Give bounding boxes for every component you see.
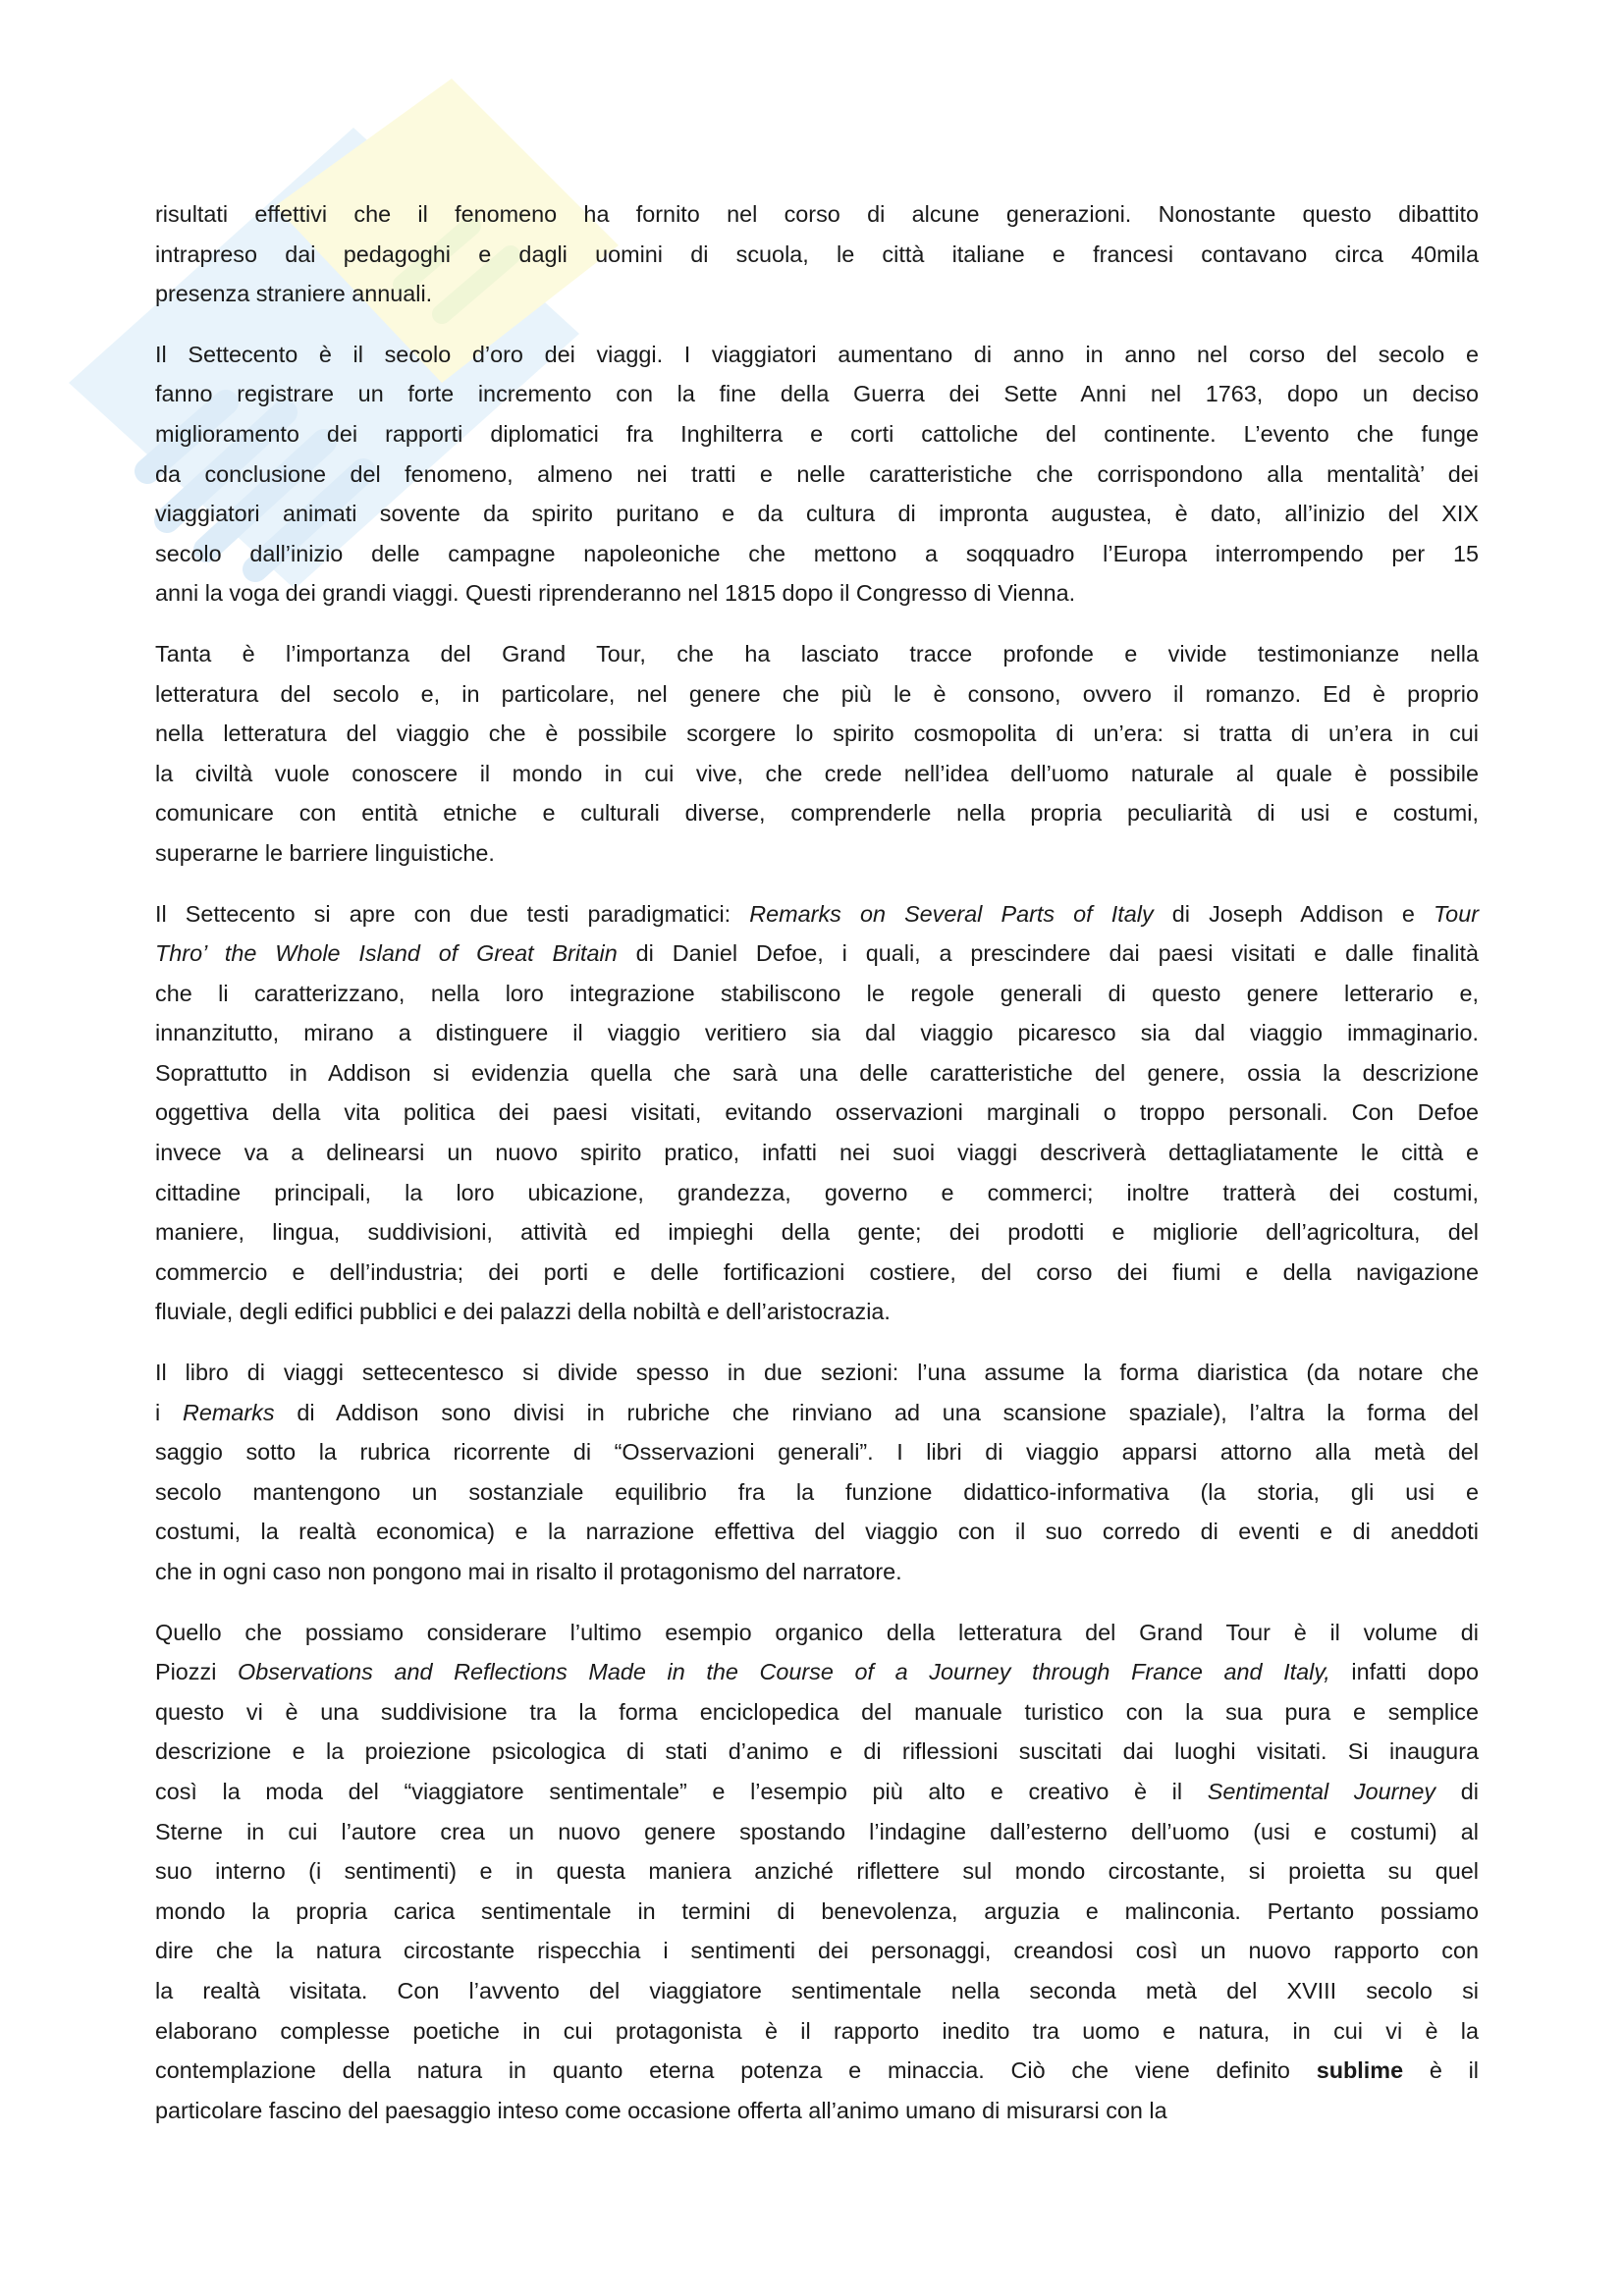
text-line xyxy=(155,1292,1479,1332)
text-line xyxy=(155,714,1479,754)
text-line xyxy=(155,1892,1479,1932)
text-segment: cittadine principali, la loro ubicazione, grandezza, governo e commerci; inoltre tratterà dei costumi, xyxy=(155,1179,1479,1205)
text-segment: Il Settecento è il secolo d’oro dei viaggi. I viaggiatori aumentano di anno in anno nel corso del secolo e xyxy=(155,341,1479,367)
text-segment: Il libro di viaggi settecentesco si divide spesso in due sezioni: l’una assume la forma diaristica (da notare che xyxy=(155,1360,1479,1386)
text-segment: letteratura del secolo e, in particolare, nel genere che più le è consono, ovvero il romanzo. Ed è proprio xyxy=(155,680,1479,707)
text-segment: saggio sotto la rubrica ricorrente di “Osservazioni generali”. I libri di viaggio apparsi attorno alla metà del xyxy=(155,1439,1479,1466)
text-segment: Quello che possiamo considerare l’ultimo esempio organico della letteratura del Grand Tour è il volume di xyxy=(155,1619,1479,1645)
text-segment: questo vi è una suddivisione tra la forma enciclopedica del manuale turistico con la sua pura e semplice xyxy=(155,1698,1479,1725)
paragraph xyxy=(155,1613,1479,2131)
text-segment: risultati effettivi che il fenomeno ha fornito nel corso di alcune generazioni. Nonostante questo dibattito xyxy=(155,201,1479,227)
italic-title: Tour xyxy=(1434,900,1479,927)
text-line xyxy=(155,414,1479,454)
italic-title: Sentimental Journey xyxy=(1207,1778,1436,1804)
text-line xyxy=(155,1393,1479,1433)
text-line xyxy=(155,1732,1479,1772)
paragraph xyxy=(155,335,1479,614)
text-segment: così la moda del “viaggiatore sentimentale” e l’esempio più alto e creativo è il xyxy=(155,1778,1208,1804)
text-segment: che li caratterizzano, nella loro integrazione stabiliscono le regole generali di questo genere letterario e, xyxy=(155,980,1479,1006)
paragraph xyxy=(155,1353,1479,1592)
text-segment: che in ogni caso non pongono mai in risalto il protagonismo del narratore. xyxy=(155,1559,902,1584)
italic-title: Remarks on Several Parts of Italy xyxy=(749,900,1154,927)
text-segment: Sterne in cui l’autore crea un nuovo genere spostando l’indagine dall’esterno dell’uomo (usi e costumi) al xyxy=(155,1818,1479,1844)
text-segment: intrapreso dai pedagoghi e dagli uomini di scuola, le città italiane e francesi contavano circa 40mila xyxy=(155,240,1479,267)
italic-title: Thro’ the Whole Island of Great Britain xyxy=(155,940,618,967)
italic-title: Observations and Reflections Made in the Course of a Journey through France and Italy, xyxy=(238,1659,1330,1685)
bold-term: sublime xyxy=(1316,2057,1404,2084)
text-line xyxy=(155,1013,1479,1053)
text-line xyxy=(155,274,1479,314)
text-line xyxy=(155,1772,1479,1812)
text-segment: superarne le barriere linguistiche. xyxy=(155,839,495,866)
text-segment: elaborano complesse poetiche in cui protagonista è il rapporto inedito tra uomo e natura, in cui vi è la xyxy=(155,2017,1479,2044)
paragraph xyxy=(155,194,1479,314)
text-segment: suo interno (i sentimenti) e in questa maniera anziché riflettere sul mondo circostante, si proietta su quel xyxy=(155,1858,1479,1885)
text-line xyxy=(155,974,1479,1014)
text-segment: Piozzi xyxy=(155,1659,239,1685)
text-line xyxy=(155,1133,1479,1173)
text-segment: i xyxy=(155,1399,183,1425)
text-segment: mondo la propria carica sentimentale in termini di benevolenza, arguzia e malinconia. Pertanto possiamo xyxy=(155,1897,1479,1924)
text-line xyxy=(155,934,1479,974)
document-body xyxy=(155,194,1479,2151)
paragraph xyxy=(155,634,1479,874)
text-segment: anni la voga dei grandi viaggi. Questi riprenderanno nel 1815 dopo il Congresso di Vienna. xyxy=(155,580,1076,607)
text-line xyxy=(155,1971,1479,2011)
text-segment: infatti dopo xyxy=(1329,1659,1479,1685)
text-line xyxy=(155,1253,1479,1293)
text-segment: secolo mantengono un sostanziale equilibrio fra la funzione didattico-informativa (la storia, gli usi e xyxy=(155,1478,1479,1505)
text-line xyxy=(155,1613,1479,1653)
text-line xyxy=(155,1053,1479,1094)
text-segment: Tanta è l’importanza del Grand Tour, che ha lasciato tracce profonde e vivide testimonianze nella xyxy=(155,640,1479,667)
text-line xyxy=(155,1353,1479,1393)
text-segment: nella letteratura del viaggio che è possibile scorgere lo spirito cosmopolita di un’era: si tratta di un’era in cui xyxy=(155,721,1479,747)
text-line xyxy=(155,2011,1479,2052)
text-line xyxy=(155,674,1479,715)
text-segment: maniere, lingua, suddivisioni, attività ed impieghi della gente; dei prodotti e migliorie dell’agricoltura, del xyxy=(155,1219,1479,1246)
text-segment: Soprattutto in Addison si evidenzia quella che sarà una delle caratteristiche del genere, ossia la descrizione xyxy=(155,1059,1479,1086)
text-line xyxy=(155,235,1479,275)
text-line xyxy=(155,1552,1479,1592)
text-segment: oggettiva della vita politica dei paesi visitati, evitando osservazioni marginali o troppo personali. Con Defoe xyxy=(155,1099,1479,1126)
text-segment: di Joseph Addison e xyxy=(1153,900,1435,927)
text-segment: di Daniel Defoe, i quali, a prescindere dai paesi visitati e dalle finalità xyxy=(617,940,1479,967)
text-segment: secolo dall’inizio delle campagne napoleoniche che mettono a soqquadro l’Europa interrompendo per 15 xyxy=(155,540,1479,566)
text-line xyxy=(155,1512,1479,1552)
text-line xyxy=(155,1472,1479,1513)
text-line xyxy=(155,374,1479,414)
text-line xyxy=(155,1652,1479,1692)
text-segment: descrizione e la proiezione psicologica di stati d’animo e di riflessioni suscitati dai luoghi visitati. Si inaugura xyxy=(155,1738,1479,1765)
text-line xyxy=(155,833,1479,874)
text-line xyxy=(155,2051,1479,2091)
text-segment: la realtà visitata. Con l’avvento del viaggiatore sentimentale nella seconda metà del XVIII secolo si xyxy=(155,1977,1479,2003)
text-line xyxy=(155,1212,1479,1253)
text-line xyxy=(155,1931,1479,1971)
text-segment: fluviale, degli edifici pubblici e dei palazzi della nobiltà e dell’aristocrazia. xyxy=(155,1299,891,1325)
text-line xyxy=(155,494,1479,534)
text-segment: invece va a delinearsi un nuovo spirito pratico, infatti nei suoi viaggi descriverà dettagliatamente le città e xyxy=(155,1140,1479,1166)
text-segment: Il Settecento si apre con due testi paradigmatici: xyxy=(155,900,750,927)
text-segment: innanzitutto, mirano a distinguere il viaggio veritiero sia dal viaggio picaresco sia dal viaggio immaginario. xyxy=(155,1020,1479,1046)
text-segment: di Addison sono divisi in rubriche che rinviano ad una scansione spaziale), l’altra la forma del xyxy=(274,1399,1479,1425)
text-line xyxy=(155,1093,1479,1133)
text-line xyxy=(155,194,1479,235)
text-segment: è il xyxy=(1403,2057,1479,2084)
text-segment: miglioramento dei rapporti diplomatici fra Inghilterra e corti cattoliche del continente. L’evento che funge xyxy=(155,420,1479,447)
text-segment: di xyxy=(1435,1778,1480,1804)
text-segment: viaggiatori animati sovente da spirito puritano e da cultura di impronta augustea, è dato, all’inizio del XIX xyxy=(155,501,1479,527)
text-line xyxy=(155,1692,1479,1733)
text-segment: contemplazione della natura in quanto eterna potenza e minaccia. Ciò che viene definito xyxy=(155,2057,1317,2084)
italic-title: Remarks xyxy=(182,1399,275,1425)
text-line xyxy=(155,2091,1479,2131)
text-segment: fanno registrare un forte incremento con la fine della Guerra dei Sette Anni nel 1763, dopo un deciso xyxy=(155,381,1479,407)
text-segment: costumi, la realtà economica) e la narrazione effettiva del viaggio con il suo corredo di eventi e di aneddoti xyxy=(155,1519,1479,1545)
text-line xyxy=(155,335,1479,375)
text-line xyxy=(155,754,1479,794)
text-line xyxy=(155,1432,1479,1472)
text-segment: la civiltà vuole conoscere il mondo in cui vive, che crede nell’idea dell’uomo naturale al quale è possibile xyxy=(155,760,1479,786)
text-segment: presenza straniere annuali. xyxy=(155,281,433,307)
text-line xyxy=(155,634,1479,674)
text-segment: particolare fascino del paesaggio inteso come occasione offerta all’animo umano di misurarsi con la xyxy=(155,2097,1167,2123)
text-line xyxy=(155,534,1479,574)
text-segment: da conclusione del fenomeno, almeno nei tratti e nelle caratteristiche che corrispondono alla mentalità’ dei xyxy=(155,460,1479,487)
text-line xyxy=(155,793,1479,833)
text-line xyxy=(155,1173,1479,1213)
text-segment: dire che la natura circostante rispecchia i sentimenti dei personaggi, creandosi così un nuovo rapporto con xyxy=(155,1938,1479,1964)
text-line xyxy=(155,1812,1479,1852)
text-line xyxy=(155,454,1479,495)
paragraph xyxy=(155,894,1479,1333)
text-line xyxy=(155,894,1479,934)
text-segment: commercio e dell’industria; dei porti e delle fortificazioni costiere, del corso dei fiumi e della navigazione xyxy=(155,1258,1479,1285)
text-line xyxy=(155,1851,1479,1892)
text-line xyxy=(155,573,1479,614)
text-segment: comunicare con entità etniche e culturali diverse, comprenderle nella propria peculiarità di usi e costumi, xyxy=(155,800,1479,827)
